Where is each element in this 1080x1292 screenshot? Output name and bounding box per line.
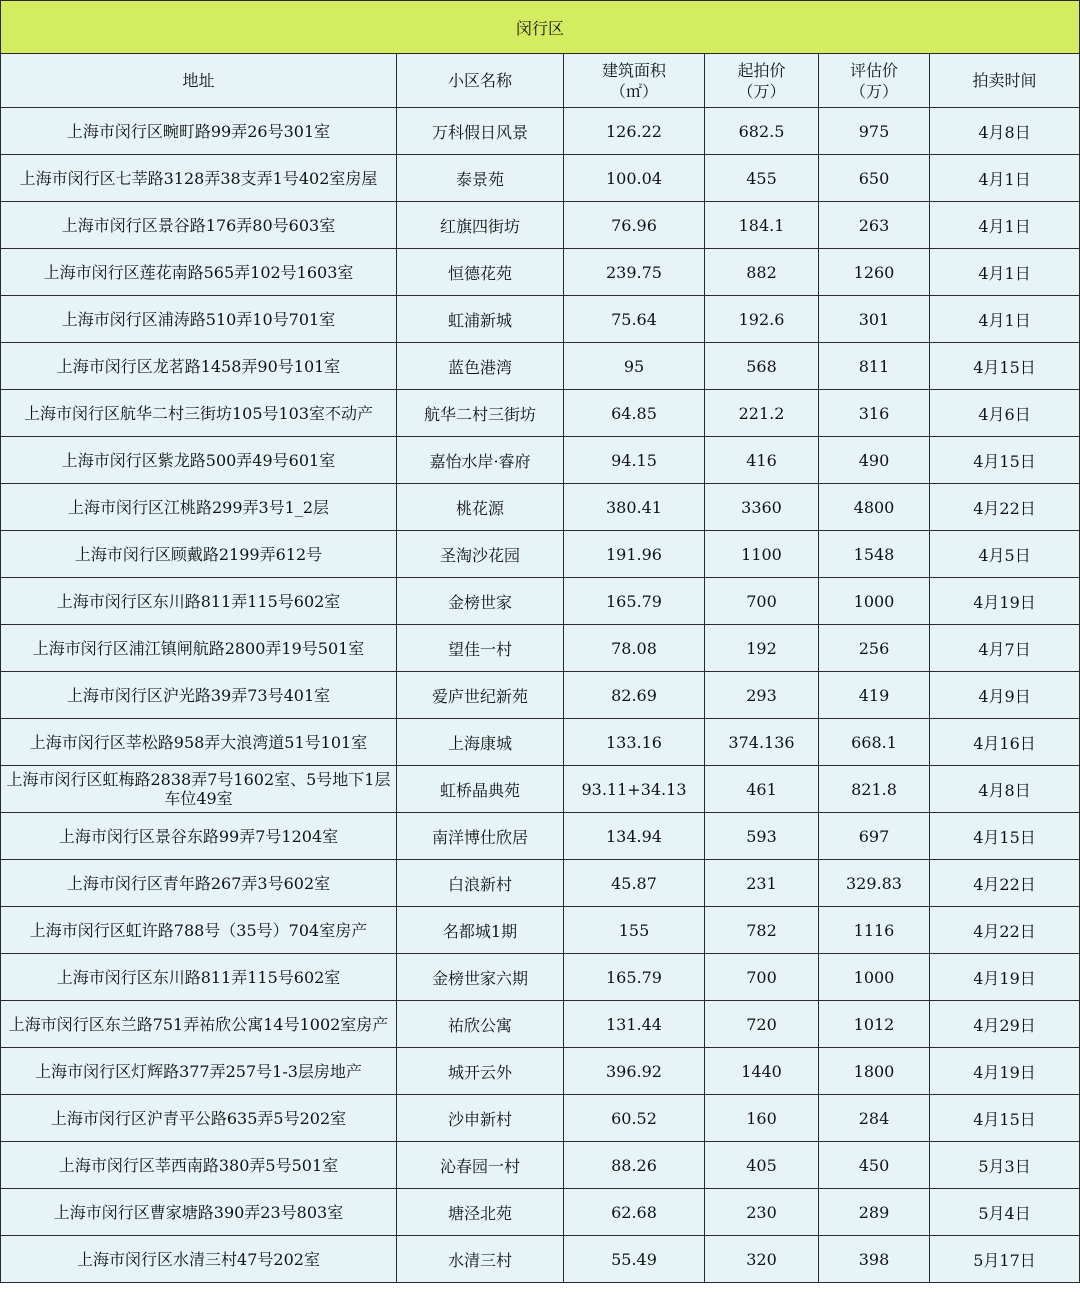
table-row (1, 813, 1080, 860)
cell-start-price: 192.6 (705, 296, 819, 343)
cell-address: 上海市闵行区沪光路39弄73号401室 (1, 672, 397, 719)
cell-appraisal: 263 (819, 202, 930, 249)
cell-community: 金榜世家 (397, 578, 564, 625)
cell-date: 4月22日 (930, 484, 1080, 531)
cell-appraisal: 450 (819, 1142, 930, 1189)
cell-area: 396.92 (564, 1048, 705, 1095)
cell-date: 4月8日 (930, 108, 1080, 155)
cell-community: 红旗四街坊 (397, 202, 564, 249)
cell-start-price: 1440 (705, 1048, 819, 1095)
cell-address: 上海市闵行区虹许路788号（35号）704室房产 (1, 907, 397, 954)
cell-date: 4月19日 (930, 578, 1080, 625)
cell-date: 5月3日 (930, 1142, 1080, 1189)
cell-date: 4月19日 (930, 1048, 1080, 1095)
cell-area: 78.08 (564, 625, 705, 672)
cell-address: 上海市闵行区七莘路3128弄38支弄1号402室房屋 (1, 155, 397, 202)
cell-community: 航华二村三街坊 (397, 390, 564, 437)
cell-start-price: 782 (705, 907, 819, 954)
cell-community: 金榜世家六期 (397, 954, 564, 1001)
cell-area: 133.16 (564, 719, 705, 766)
cell-community: 虹浦新城 (397, 296, 564, 343)
cell-appraisal: 289 (819, 1189, 930, 1236)
cell-address: 上海市闵行区东川路811弄115号602室 (1, 954, 397, 1001)
cell-address: 上海市闵行区浦江镇闸航路2800弄19号501室 (1, 625, 397, 672)
cell-date: 5月4日 (930, 1189, 1080, 1236)
cell-date: 4月1日 (930, 155, 1080, 202)
cell-start-price: 231 (705, 860, 819, 907)
cell-date: 4月15日 (930, 813, 1080, 860)
cell-area: 126.22 (564, 108, 705, 155)
cell-address: 上海市闵行区莘松路958弄大浪湾道51号101室 (1, 719, 397, 766)
cell-date: 4月1日 (930, 249, 1080, 296)
cell-address: 上海市闵行区紫龙路500弄49号601室 (1, 437, 397, 484)
table-row (1, 484, 1080, 531)
table-row (1, 907, 1080, 954)
table-row (1, 1189, 1080, 1236)
cell-community: 祐欣公寓 (397, 1001, 564, 1048)
cell-address: 上海市闵行区东兰路751弄祐欣公寓14号1002室房产 (1, 1001, 397, 1048)
cell-community: 圣淘沙花园 (397, 531, 564, 578)
cell-start-price: 230 (705, 1189, 819, 1236)
cell-date: 4月9日 (930, 672, 1080, 719)
col-header-appraisal (819, 54, 930, 108)
cell-start-price: 416 (705, 437, 819, 484)
cell-address: 上海市闵行区龙茗路1458弄90号101室 (1, 343, 397, 390)
table-row (1, 578, 1080, 625)
cell-community: 上海康城 (397, 719, 564, 766)
table-row (1, 860, 1080, 907)
cell-start-price: 160 (705, 1095, 819, 1142)
col-header-appraisal-text: 评估价 （万） (849, 60, 898, 101)
cell-address: 上海市闵行区虹梅路2838弄7号1602室、5号地下1层车位49室 (1, 766, 397, 813)
cell-address: 上海市闵行区景谷路176弄80号603室 (1, 202, 397, 249)
cell-date: 4月1日 (930, 202, 1080, 249)
table-row (1, 1142, 1080, 1189)
cell-appraisal: 1000 (819, 578, 930, 625)
cell-appraisal: 1000 (819, 954, 930, 1001)
cell-community: 桃花源 (397, 484, 564, 531)
cell-community: 嘉怡水岸·睿府 (397, 437, 564, 484)
col-header-date: 拍卖时间 (930, 54, 1080, 108)
cell-area: 95 (564, 343, 705, 390)
cell-appraisal: 1800 (819, 1048, 930, 1095)
table-row (1, 343, 1080, 390)
cell-date: 5月17日 (930, 1236, 1080, 1283)
cell-area: 155 (564, 907, 705, 954)
cell-address: 上海市闵行区莲花南路565弄102号1603室 (1, 249, 397, 296)
cell-date: 4月22日 (930, 860, 1080, 907)
cell-community: 城开云外 (397, 1048, 564, 1095)
cell-address: 上海市闵行区莘西南路380弄5号501室 (1, 1142, 397, 1189)
cell-community: 虹桥晶典苑 (397, 766, 564, 813)
cell-start-price: 221.2 (705, 390, 819, 437)
title-row (1, 1, 1080, 54)
cell-community: 望佳一村 (397, 625, 564, 672)
cell-community: 沙申新村 (397, 1095, 564, 1142)
cell-area: 76.96 (564, 202, 705, 249)
cell-area: 94.15 (564, 437, 705, 484)
cell-area: 131.44 (564, 1001, 705, 1048)
cell-area: 191.96 (564, 531, 705, 578)
cell-area: 88.26 (564, 1142, 705, 1189)
cell-start-price: 455 (705, 155, 819, 202)
table-title: 闵行区 (1, 1, 1080, 54)
cell-appraisal: 419 (819, 672, 930, 719)
cell-address: 上海市闵行区畹町路99弄26号301室 (1, 108, 397, 155)
cell-area: 64.85 (564, 390, 705, 437)
cell-start-price: 3360 (705, 484, 819, 531)
cell-area: 165.79 (564, 578, 705, 625)
cell-appraisal: 398 (819, 1236, 930, 1283)
cell-appraisal: 650 (819, 155, 930, 202)
cell-community: 塘泾北苑 (397, 1189, 564, 1236)
cell-community: 万科假日风景 (397, 108, 564, 155)
cell-appraisal: 1012 (819, 1001, 930, 1048)
col-header-area (564, 54, 705, 108)
cell-area: 75.64 (564, 296, 705, 343)
cell-start-price: 320 (705, 1236, 819, 1283)
table-row (1, 202, 1080, 249)
cell-start-price: 461 (705, 766, 819, 813)
cell-area: 380.41 (564, 484, 705, 531)
header-row (1, 54, 1080, 108)
cell-community: 白浪新村 (397, 860, 564, 907)
cell-appraisal: 697 (819, 813, 930, 860)
cell-date: 4月6日 (930, 390, 1080, 437)
cell-address: 上海市闵行区江桃路299弄3号1_2层 (1, 484, 397, 531)
col-header-community: 小区名称 (397, 54, 564, 108)
cell-date: 4月8日 (930, 766, 1080, 813)
cell-appraisal: 975 (819, 108, 930, 155)
cell-address: 上海市闵行区青年路267弄3号602室 (1, 860, 397, 907)
cell-appraisal: 316 (819, 390, 930, 437)
cell-date: 4月22日 (930, 907, 1080, 954)
table-row (1, 1095, 1080, 1142)
table-row (1, 531, 1080, 578)
table-row (1, 249, 1080, 296)
cell-appraisal: 668.1 (819, 719, 930, 766)
cell-date: 4月19日 (930, 954, 1080, 1001)
cell-date: 4月5日 (930, 531, 1080, 578)
cell-area: 100.04 (564, 155, 705, 202)
cell-date: 4月15日 (930, 437, 1080, 484)
table-row (1, 108, 1080, 155)
cell-start-price: 700 (705, 954, 819, 1001)
table-row (1, 766, 1080, 813)
cell-community: 名都城1期 (397, 907, 564, 954)
cell-community: 蓝色港湾 (397, 343, 564, 390)
cell-area: 239.75 (564, 249, 705, 296)
cell-date: 4月7日 (930, 625, 1080, 672)
cell-date: 4月15日 (930, 343, 1080, 390)
cell-area: 93.11+34.13 (564, 766, 705, 813)
table-row (1, 437, 1080, 484)
cell-start-price: 682.5 (705, 108, 819, 155)
cell-address: 上海市闵行区曹家塘路390弄23号803室 (1, 1189, 397, 1236)
cell-address: 上海市闵行区灯辉路377弄257号1-3层房地产 (1, 1048, 397, 1095)
cell-appraisal: 284 (819, 1095, 930, 1142)
table-row (1, 1048, 1080, 1095)
table-row (1, 1001, 1080, 1048)
cell-area: 165.79 (564, 954, 705, 1001)
cell-date: 4月1日 (930, 296, 1080, 343)
cell-start-price: 374.136 (705, 719, 819, 766)
cell-appraisal: 1548 (819, 531, 930, 578)
cell-start-price: 700 (705, 578, 819, 625)
col-header-start-price (705, 54, 819, 108)
cell-community: 爱庐世纪新苑 (397, 672, 564, 719)
cell-address: 上海市闵行区顾戴路2199弄612号 (1, 531, 397, 578)
cell-appraisal: 1260 (819, 249, 930, 296)
col-header-area-text: 建筑面积 （㎡） (601, 60, 666, 101)
cell-appraisal: 490 (819, 437, 930, 484)
table-row (1, 625, 1080, 672)
cell-start-price: 184.1 (705, 202, 819, 249)
cell-start-price: 568 (705, 343, 819, 390)
cell-appraisal: 1116 (819, 907, 930, 954)
cell-community: 泰景苑 (397, 155, 564, 202)
cell-community: 沁春园一村 (397, 1142, 564, 1189)
table-row (1, 719, 1080, 766)
cell-date: 4月15日 (930, 1095, 1080, 1142)
cell-start-price: 192 (705, 625, 819, 672)
cell-appraisal: 301 (819, 296, 930, 343)
cell-start-price: 882 (705, 249, 819, 296)
cell-address: 上海市闵行区景谷东路99弄7号1204室 (1, 813, 397, 860)
table-row (1, 390, 1080, 437)
cell-start-price: 720 (705, 1001, 819, 1048)
cell-area: 82.69 (564, 672, 705, 719)
cell-appraisal: 4800 (819, 484, 930, 531)
cell-start-price: 1100 (705, 531, 819, 578)
cell-community: 水清三村 (397, 1236, 564, 1283)
cell-date: 4月29日 (930, 1001, 1080, 1048)
cell-appraisal: 821.8 (819, 766, 930, 813)
col-header-address: 地址 (1, 54, 397, 108)
table-row (1, 672, 1080, 719)
cell-area: 45.87 (564, 860, 705, 907)
table-row (1, 155, 1080, 202)
cell-area: 62.68 (564, 1189, 705, 1236)
cell-start-price: 293 (705, 672, 819, 719)
cell-address: 上海市闵行区水清三村47号202室 (1, 1236, 397, 1283)
cell-address: 上海市闵行区浦涛路510弄10号701室 (1, 296, 397, 343)
cell-address: 上海市闵行区东川路811弄115号602室 (1, 578, 397, 625)
cell-appraisal: 256 (819, 625, 930, 672)
cell-address: 上海市闵行区航华二村三街坊105号103室不动产 (1, 390, 397, 437)
cell-address: 上海市闵行区沪青平公路635弄5号202室 (1, 1095, 397, 1142)
cell-appraisal: 811 (819, 343, 930, 390)
cell-community: 南洋博仕欣居 (397, 813, 564, 860)
table-row (1, 1236, 1080, 1283)
cell-appraisal: 329.83 (819, 860, 930, 907)
cell-area: 55.49 (564, 1236, 705, 1283)
col-header-start-price-text: 起拍价 （万） (737, 60, 786, 101)
table-row (1, 954, 1080, 1001)
cell-start-price: 593 (705, 813, 819, 860)
cell-area: 134.94 (564, 813, 705, 860)
table-row (1, 296, 1080, 343)
cell-start-price: 405 (705, 1142, 819, 1189)
cell-date: 4月16日 (930, 719, 1080, 766)
cell-community: 恒德花苑 (397, 249, 564, 296)
cell-area: 60.52 (564, 1095, 705, 1142)
